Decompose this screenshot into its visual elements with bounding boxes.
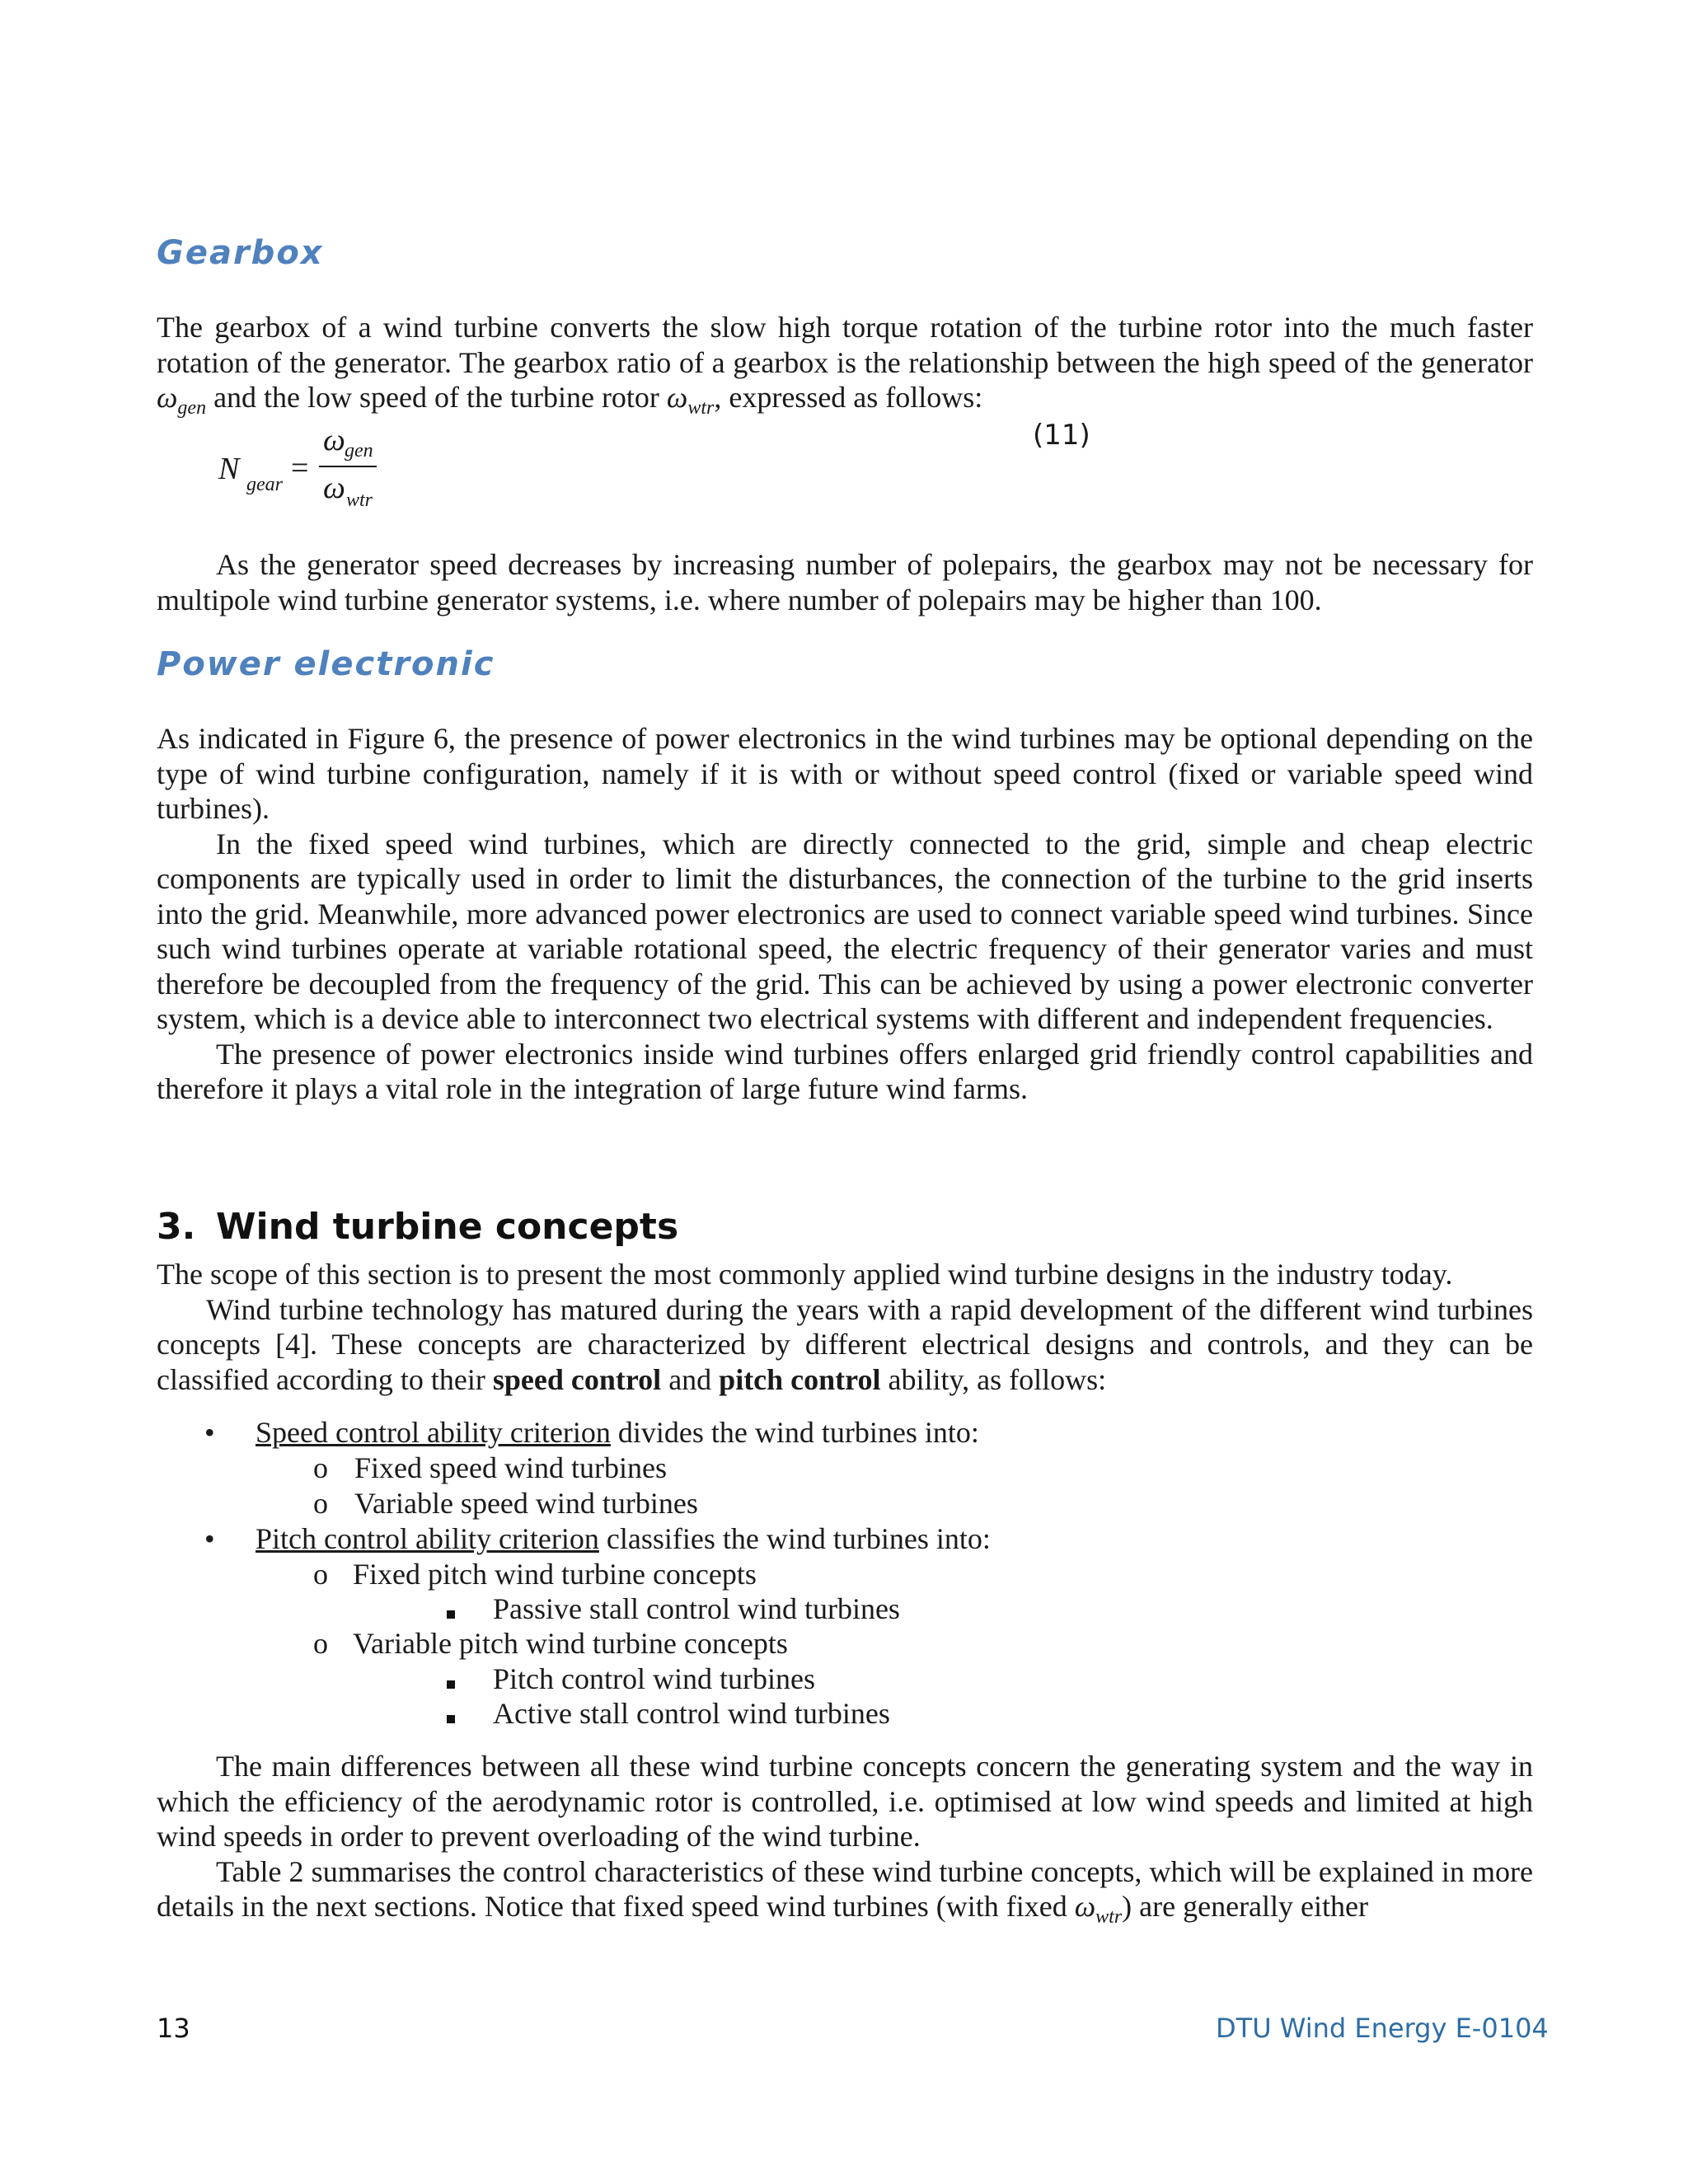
circle-bullet: o bbox=[313, 1558, 328, 1591]
list-item: Passive stall control wind turbines bbox=[493, 1592, 900, 1625]
heading-wind-turbine-concepts: 3. Wind turbine concepts bbox=[157, 1206, 679, 1248]
list-item: Pitch control ability criterion classifies the wind turbines into: bbox=[256, 1522, 991, 1555]
concepts-intro: The scope of this section is to present the most commonly applied wind turbine designs in the industry today. Wind turbine technology has matured during the years with a rapid development of the different wind turbines concepts [4]. These concepts are characterized by different electrical designs and controls, and they can be classified according to their speed control and pitch control ability, as follows: bbox=[157, 1258, 1533, 1396]
square-bullet bbox=[447, 1696, 455, 1731]
page-number: 13 bbox=[157, 2013, 190, 2044]
list-item: Speed control ability criterion divides the wind turbines into: bbox=[256, 1416, 979, 1449]
bullet: • bbox=[204, 1522, 215, 1555]
list-item: Variable pitch wind turbine concepts bbox=[353, 1627, 788, 1660]
fraction-bar bbox=[319, 466, 377, 467]
power-electronic-body: As indicated in Figure 6, the presence of power electronics in the wind turbines may be optional depending on the type of wind turbine configuration, namely if it is with or without speed control (fixed or variable speed wind turbines). In the fixed speed wind turbines, which are directly connected to the grid, simple and cheap electric components are typically used in order to limit the disturbances, the connection of the turbine to the grid inserts into the grid. Meanwhile, more advanced power electronics are used to connect variable speed wind turbines. Since such wind turbines operate at variable rotational speed, the electric frequency of their generator varies and must therefore be decoupled from the frequency of the grid. This can be achieved by using a power electronic converter system, which is a device able to interconnect two electrical systems with different and independent frequencies. The presence of power electronics inside wind turbines offers enlarged grid friendly control capabilities and therefore it plays a vital role in the integration of large future wind farms. bbox=[157, 722, 1533, 1105]
circle-bullet: o bbox=[313, 1451, 328, 1484]
square-bullet bbox=[447, 1661, 455, 1696]
square-bullet bbox=[447, 1591, 455, 1626]
bullet: • bbox=[204, 1416, 215, 1449]
list-item: Fixed speed wind turbines bbox=[354, 1451, 667, 1484]
document-id: DTU Wind Energy E-0104 bbox=[1216, 2013, 1549, 2044]
equation-number: (11) bbox=[1033, 419, 1090, 452]
circle-bullet: o bbox=[313, 1627, 328, 1660]
gearbox-paragraph-2: As the generator speed decreases by increasing number of polepairs, the gearbox may not be necessary for multipole wind turbine generator systems, i.e. where number of polepairs may be higher than 100. bbox=[157, 548, 1533, 616]
gear-ratio-equation: N gear = ω gen ω wtr bbox=[218, 422, 416, 517]
gearbox-paragraph-1: The gearbox of a wind turbine converts the slow high torque rotation of the turbine rotor into the much faster rotation of the generator. The gearbox ratio of a gearbox is the relationship between the high speed of the generator $\omega_{gen}$ and the low speed of the turbine rotor $\omega_{wtr}$, expressed as follows: bbox=[157, 311, 1533, 419]
omega-symbol: ω bbox=[666, 381, 688, 414]
heading-power-electronic: Power electronic bbox=[157, 645, 495, 683]
circle-bullet: o bbox=[313, 1487, 328, 1520]
list-item: Variable speed wind turbines bbox=[354, 1487, 698, 1520]
heading-gearbox: Gearbox bbox=[157, 234, 324, 272]
list-item: Active stall control wind turbines bbox=[493, 1697, 890, 1730]
omega-symbol: ω bbox=[157, 381, 178, 414]
concepts-closing: The main differences between all these wind turbine concepts concern the generating system and the way in which the efficiency of the aerodynamic rotor is controlled, i.e. optimised at low wind speeds and limited at high wind speeds in order to prevent overloading of the wind turbine. Table 2 summarises the control characteristics of these wind turbine concepts, which will be explained in more details in the next sections. Notice that fixed speed wind turbines (with fixed $\omega_{wtr}$) are generally either bbox=[157, 1750, 1533, 1928]
list-item: Fixed pitch wind turbine concepts bbox=[353, 1558, 757, 1591]
list-item: Pitch control wind turbines bbox=[493, 1662, 815, 1695]
